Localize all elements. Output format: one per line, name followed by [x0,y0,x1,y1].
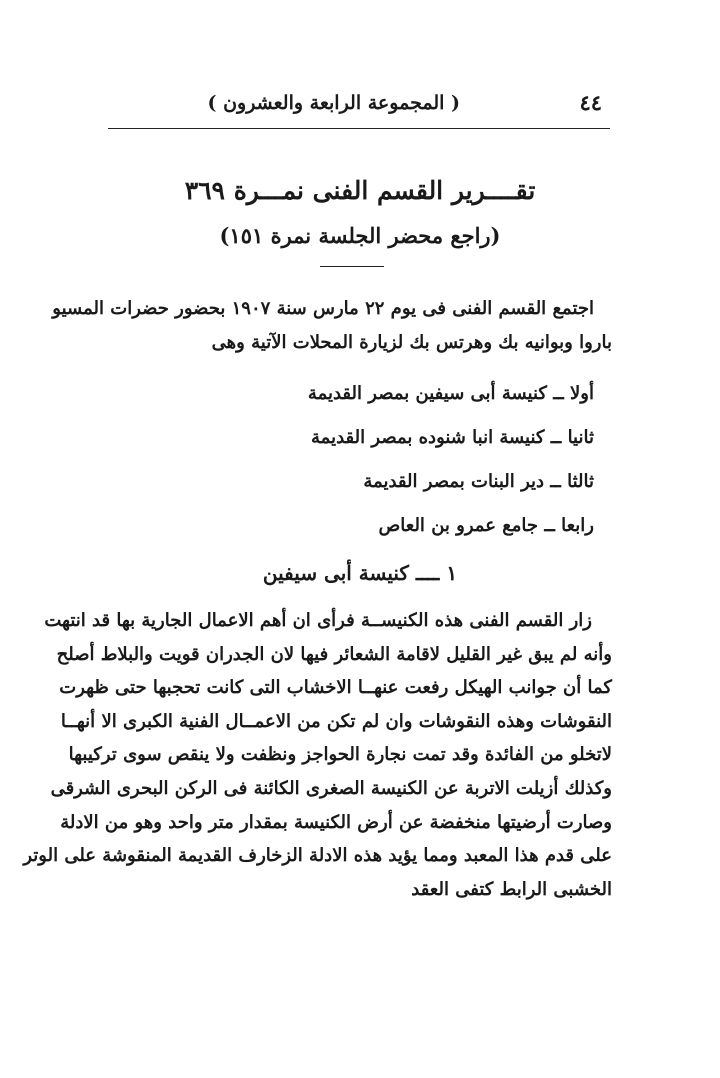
section-heading: ١ ــــ كنيسة أبى سيفين [262,561,458,585]
running-header [108,88,610,129]
body-line: الخشبى الرابط كتفى العقد [411,878,612,900]
body-line: لاتخلو من الفائدة وقد تمت نجارة الحواجز ونظفت ولا ينقص سوى تركيبها [68,744,612,766]
places-list-item: ثالثا ــ دير البنات بمصر القديمة [363,471,594,492]
running-title: ( المجموعة الرابعة والعشرون ) [207,92,460,114]
intro-paragraph [52,292,612,360]
places-list-item: ثانيا ــ كنيسة انبا شنوده بمصر القديمة [311,427,594,448]
body-line: زار القسم الفنى هذه الكنيســة فرأى ان أهم الاعمال الجارية بها قد انتهت [44,610,592,631]
section-body [23,604,612,906]
places-list-item: رابعا ــ جامع عمرو بن العاص [378,515,594,536]
body-line: وأنه لم يبق غير القليل لاقامة الشعائر فيها لان الجدران قويت والبلاط أصلح [56,643,612,665]
intro-line: باروا وبوانيه بك وهرتس بك لزيارة المحلات الآتية وهى [211,332,612,353]
places-list-item: أولا ــ كنيسة أبى سيفين بمصر القديمة [307,383,594,404]
body-line: وكذلك أزيلت الاتربة عن الكنيسة الصغرى الكائنة فى الركن البحرى الشرقى [50,777,612,799]
report-subtitle: (راجع محضر الجلسة نمرة ١٥١) [219,223,501,248]
intro-line: اجتمع القسم الفنى فى يوم ٢٢ مارس سنة ١٩٠٧ بحضور حضرات المسيو [52,298,594,319]
body-line: وصارت أرضيتها منخفضة عن أرض الكنيسة بمقدار متر واحد وهو من الادلة [60,811,612,833]
report-title: تقــــرير القسم الفنى نمـــرة ٣٦٩ [184,176,536,205]
body-line: كما أن جوانب الهيكل رفعت عنهــا الاخشاب التى كانت تحجبها حتى ظهرت [59,677,612,699]
title-divider [320,266,384,267]
places-list [308,378,594,554]
body-line: النقوشات وهذه النقوشات وان لم تكن من الاعمــال الفنية الكبرى الا أنهــا [60,710,612,732]
page-number: ٤٤ [579,90,602,115]
body-line: على قدم هذا المعبد ومما يؤيد هذه الادلة الزخارف القديمة المنقوشة على الوتر [23,845,612,867]
